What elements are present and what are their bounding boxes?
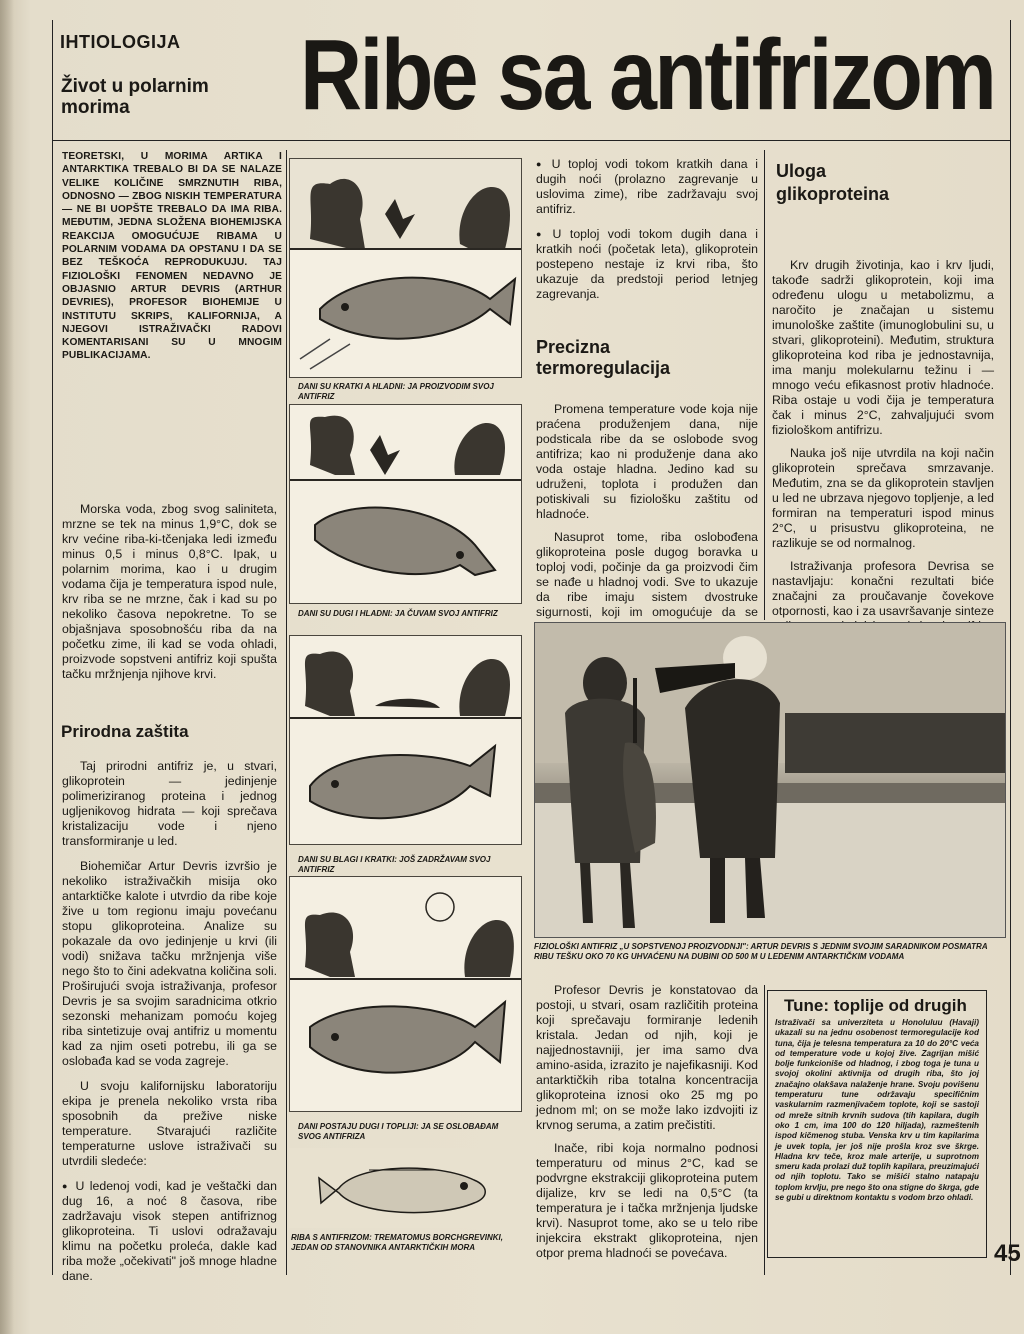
photo-scene	[535, 623, 1006, 938]
illustration-panel-4	[289, 876, 522, 1112]
column-rule-2	[764, 150, 765, 620]
paragraph: Promena temperature vode koja nije praćena produženjem dana, nije podsticala ribe da se oslobode svog antifriza; kao ni produženje dana ako voda ostaje hladna. Jedino kad su udruženi, toplota i produžen dan potiskivali su fiziološku zaštitu od hladnoće.	[536, 402, 758, 521]
illustration-caption-1: DANI SU KRATKI A HLADNI: JA PROIZVODIM SVOJ ANTIFRIZ	[298, 382, 494, 401]
fish-illustration-3	[290, 636, 521, 844]
illustration-panel-2	[289, 404, 522, 604]
illustration-panel-1	[289, 158, 522, 378]
paragraph: Biohemičar Artur Devris izvršio je nekoliko istraživačkih misija oko antarktičke kalote i utvrdio da ribe koje žive u tom regionu imaju povećanu stopu glikoproteina. Analize su pokazale da ovo jedinjenje u krvi (ili vodi) snižava tačku mržnjenja više nego što to čini adekvatna količina soli. Proširujući svoja istraživanja, profesor Devris je sa svojim saradnicima otkrio sezonski mehanizam pomoću kojeg riba sintetizuje ovaj antifriz u momentu kad za njim oseti potrebu, ili ga se oslobađa kad se voda zagreje.	[62, 859, 277, 1068]
column-3-top	[536, 157, 758, 308]
column-rule-3	[764, 985, 765, 1275]
article-title: Ribe sa antifrizom	[300, 19, 995, 131]
sidebar-title: Tune: toplije od drugih	[784, 996, 967, 1015]
illustration-caption-3: DANI SU BLAGI I KRATKI: JOŠ ZADRŽAVAM SVOJ ANTIFRIZ	[298, 855, 491, 874]
paragraph: Nasuprot tome, riba oslobođena glikoproteina posle dugog boravka u toploj vodi, počinje da ga proizvodi čim se nađe u hladnoj vodi. Sve to ukazuje da ribe imaju sistem dvostruke sigurnosti, koji im omogućuje da se	[536, 530, 758, 619]
paragraph: Taj prirodni antifriz je, u stvari, glikoprotein — jedinjenje polimeriziranog proteina i jednog ugljenikovog hidrata — koji sprečava kristalizaciju vode i njeno transformiranje u led.	[62, 759, 277, 848]
article-lead: TEORETSKI, U MORIMA ARTIKA I ANTARKTIKA TREBALO BI DA SE NALAZE VELIKE KOLIČINE SMRZNUTIH RIBA, ODNOSNO — ZBOG NISKIH TEMPERATURA — NE BI UOPŠTE TREBALO DA IMA RIBA. MEĐUTIM, JEDNA SLOŽENA BIOHEMIJSKA REAKCIJA OMOGUĆUJE RIBAMA U POLARNIM VODAMA DA OPSTANU I DA SE BEZ TEŠKOĆA REPRODUKUJU. TAJ FIZIOLOŠKI FENOMEN NEDAVNO JE OBJASNIO ARTUR DEVRIS (ARTHUR DEVRIES), PROFESOR BIOHEMIJE U INSTITUTU SKRIPS, KALIFORNIJA, A NJEGOVI ISTRAŽIVAČKI RADOVI KOMENTARISANI SU U MNOGIM PUBLIKACIJAMA.	[62, 151, 282, 362]
page-number: 45	[994, 1240, 1021, 1267]
antarctic-photo	[534, 622, 1006, 938]
article-subtitle: Život u polarnim morima	[61, 76, 209, 118]
sidebar-text: Istraživači sa univerziteta u Honoluluu (Havaji) ukazali su na jednu osobenost termoregulacije kod tuna, čija je telesna temperatura za 10 do 20°C veća od temperature vode u kojoj žive. Zagrijan mišić bolje funkcioniše od hladnog, i zbog toga je tuna u svojoj okolini aktivnija od drugih riba, što joj značajno olakšava nalaženje hrane. Svoju povišenu temperaturu tune održavaju specifičnim vaskularnim razmenjivačem toplote, koji se sastoji od mreže sitnih krvnih sudova (tih kapilara, dugih oko 1 cm, ima 100 do 120 hiljada), razmeštenih ispod kičmenog stuba. Venska krv u tim kapilarima je uvek topla, jer još nije prošla kroz sve škrge. Hladna krv teče, kroz male arterije, u suprotnom smeru kada prolazi duž toplih kapilara, preuzimajući od njih toplotu. Tako se mišići stalno natapaju toplom krvlju, pre nego što ona stigne do škrga, gde se gubi u direktnom kontaktu s vodom brzo ohladi.	[775, 1018, 979, 1203]
heading-precizna-termoregulacija: Precizna termoregulacija	[536, 337, 671, 378]
heading-uloga-glikoproteina: Uloga glikoproteina	[776, 161, 890, 204]
heading-prirodna-zastita: Prirodna zaštita	[61, 722, 189, 741]
bullet-paragraph: ● U ledenoj vodi, kad je veštački dan dug 16, a noć 8 časova, ribe zadržavaju visok stepen antifriznog glikoproteina. Ti uslovi odražavaju klimu na početku proleća, dakle kad riba može „očekivati" još mnoge hladne dane.	[62, 1179, 277, 1284]
paragraph: Profesor Devris je konstatovao da postoji, u stvari, osam različitih proteina koji sprečavaju formiranje ledenih kristala. Jedan od njih, koji je najjednostavniji, jer ima samo dva amino-asida, izrazito je najefikasniji. Kod antarktičkih riba totalna koncentracija glikoproteina iznosi oko 25 mg po jednom ml; on se može lako izdvojiti iz krvnog seruma, a zatim prečistiti.	[536, 983, 758, 1132]
photo-caption: FIZIOLOŠKI ANTIFRIZ „U SOPSTVENOJ PROIZVODNJI": ARTUR DEVRIS S JEDNIM SVOJIM SARADNIKOM POSMATRA RIBU TEŠKU OKO 70 KG UHVAĆENU NA DUBINI OD 500 M U LEDENIM ANTARKTIČKIM VODAMA	[534, 942, 988, 961]
illustration-caption-2: DANI SU DUGI I HLADNI: JA ČUVAM SVOJ ANTIFRIZ	[298, 609, 498, 618]
paragraph: Nauka još nije utvrdila na koji način glikoprotein sprečava smrzavanje. Međutim, zna se da glikoprotein stavljen u led ne ubrzava njegovo topljenje, a led formiran na temperaturi ispod minus 2°C, u prisustvu glikoproteina, ne razlikuje se od normalnog.	[772, 446, 994, 550]
header-rule	[52, 140, 1010, 141]
trematomus-illustration-panel	[289, 1148, 522, 1228]
column-rule-1	[286, 150, 287, 1275]
paragraph: U svoju kalifornijsku laboratoriju ekipa je prenela nekoliko vrsta riba sposobnih da prežive niske temperature. Stvarajući različite temperaturne uslove istraživači su utvrdili sledeće:	[62, 1079, 277, 1168]
intro-paragraph: Morska voda, zbog svog saliniteta, mrzne se tek na minus 1,9°C, dok se krv većine riba-ki-tčenjaka ledi između minus 0,5 i minus 0,8°C. Ipak, u polarnim morima, kao i u drugim vodama čija je temperatura ispod nule, krv riba se ne mrzne, čak i kad su po nekoliko časova nepokretne. To se objašnjava sposobnošću riba da na početku zime, ili kad se voda ohladi, proizvode sopstveni antifriz koji spušta tačku mržnjenja njihove krvi.	[62, 502, 277, 681]
illustration-caption-5: RIBA S ANTIFRIZOM: TREMATOMUS BORCHGREVINKI, JEDAN OD STANOVNIKA ANTARKTIČKIH MORA	[291, 1233, 503, 1252]
fish-illustration-2	[290, 405, 521, 603]
page-edge-shadow	[0, 0, 14, 1334]
section-label: IHTIOLOGIJA	[60, 32, 181, 52]
column-1-body	[62, 759, 277, 1290]
column-4-body	[772, 258, 994, 655]
trematomus-fish-drawing	[289, 1148, 520, 1228]
fish-illustration-1	[290, 159, 521, 377]
paragraph: Istraživanja profesora Devrisa se nastavljaju: konačni rezultati biće značajni za proučavanje čovekove otpornosti, kao i za usavršavanje sinteze	[772, 559, 994, 618]
paragraph: Krv drugih životinja, kao i krv ljudi, takođe sadrži glikoprotein, koji ima određenu ulogu u metabolizmu, a naročito je značajan u sistemu imunološke zaštite (imunoglobulini su, u stvari, glikoproteini). Međutim, struktura glikoproteina kod riba je jednostavnija, ima manju molekularnu težinu i — mnogo veću efikasnost protiv hladnoće. Riba ostaje u vodi čija je temperatura čak i minus 2°C, zahvaljujući svom fiziološkom antifrizu.	[772, 258, 994, 437]
paragraph: Inače, ribi koja normalno podnosi temperaturu od minus 2°C, kad se podvrgne ekstrakciji glikoproteina putem dijalize, krv se ledi na 0,5°C (ta temperatura je i tačka mržnjenja ljudske krvi). Nasuprot tome, ako se u telo ribe injekcira ekstrakt glikoproteina, njen otpor prema hladnoći se povećava.	[536, 1141, 758, 1260]
illustration-panel-3	[289, 635, 522, 845]
column-3-body	[536, 402, 758, 641]
right-margin-rule	[1010, 20, 1011, 1275]
column-1-intro	[62, 502, 277, 688]
bullet-paragraph: ● U toploj vodi tokom dugih dana i kratkih noći (početak leta), glikoprotein postepeno nestaje iz krvi riba, što ukazuje da predstoji period letnjeg zagrevanja.	[536, 227, 758, 302]
bullet-paragraph: ● U toploj vodi tokom kratkih dana i dugih noći (prolazno zagrevanje u uslovima zime), ribe zadržavaju svoj antifriz.	[536, 157, 758, 217]
left-margin-rule	[52, 20, 53, 1275]
illustration-caption-4: DANI POSTAJU DUGI I TOPLIJI: JA SE OSLOBAĐAM SVOG ANTIFRIZA	[298, 1122, 499, 1141]
column-5-body	[536, 983, 758, 1267]
fish-illustration-4	[290, 877, 521, 1111]
